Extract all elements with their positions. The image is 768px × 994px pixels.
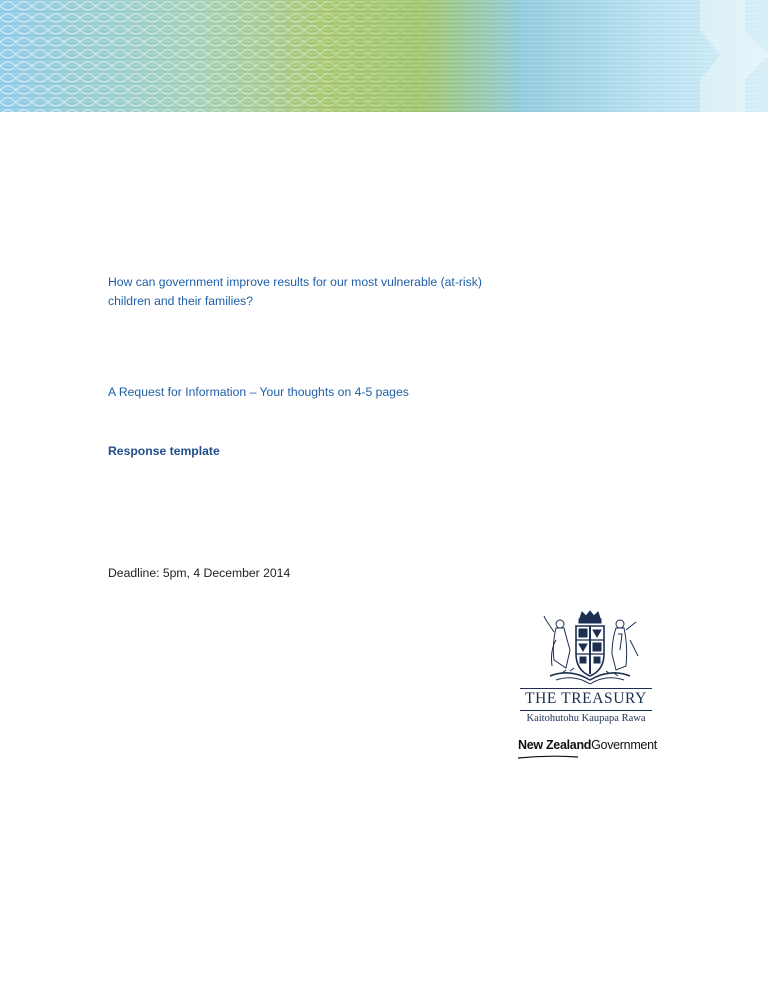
treasury-wordmark: THE TREASURY bbox=[525, 690, 647, 707]
banner-pattern-graphic bbox=[0, 0, 768, 112]
header-banner bbox=[0, 0, 768, 112]
nz-coat-of-arms-icon bbox=[526, 610, 654, 688]
nz-government-logo-word: Government bbox=[591, 738, 657, 752]
document-subtitle: A Request for Information – Your thoughts on 4-5 pages bbox=[108, 385, 409, 399]
logo-top-rule bbox=[520, 688, 652, 689]
nz-government-logo-nz: New Zealand bbox=[518, 738, 592, 752]
logo-middle-rule bbox=[520, 710, 652, 711]
treasury-maori-name: Kaitohutohu Kaupapa Rawa bbox=[526, 713, 646, 724]
nz-government-logo bbox=[518, 738, 658, 760]
nz-swoosh-icon bbox=[518, 755, 578, 759]
document-title: How can government improve results for our most vulnerable (at-risk) children and their families? bbox=[108, 275, 482, 308]
response-template-label: Response template bbox=[108, 444, 220, 458]
deadline-text: Deadline: 5pm, 4 December 2014 bbox=[108, 566, 291, 580]
